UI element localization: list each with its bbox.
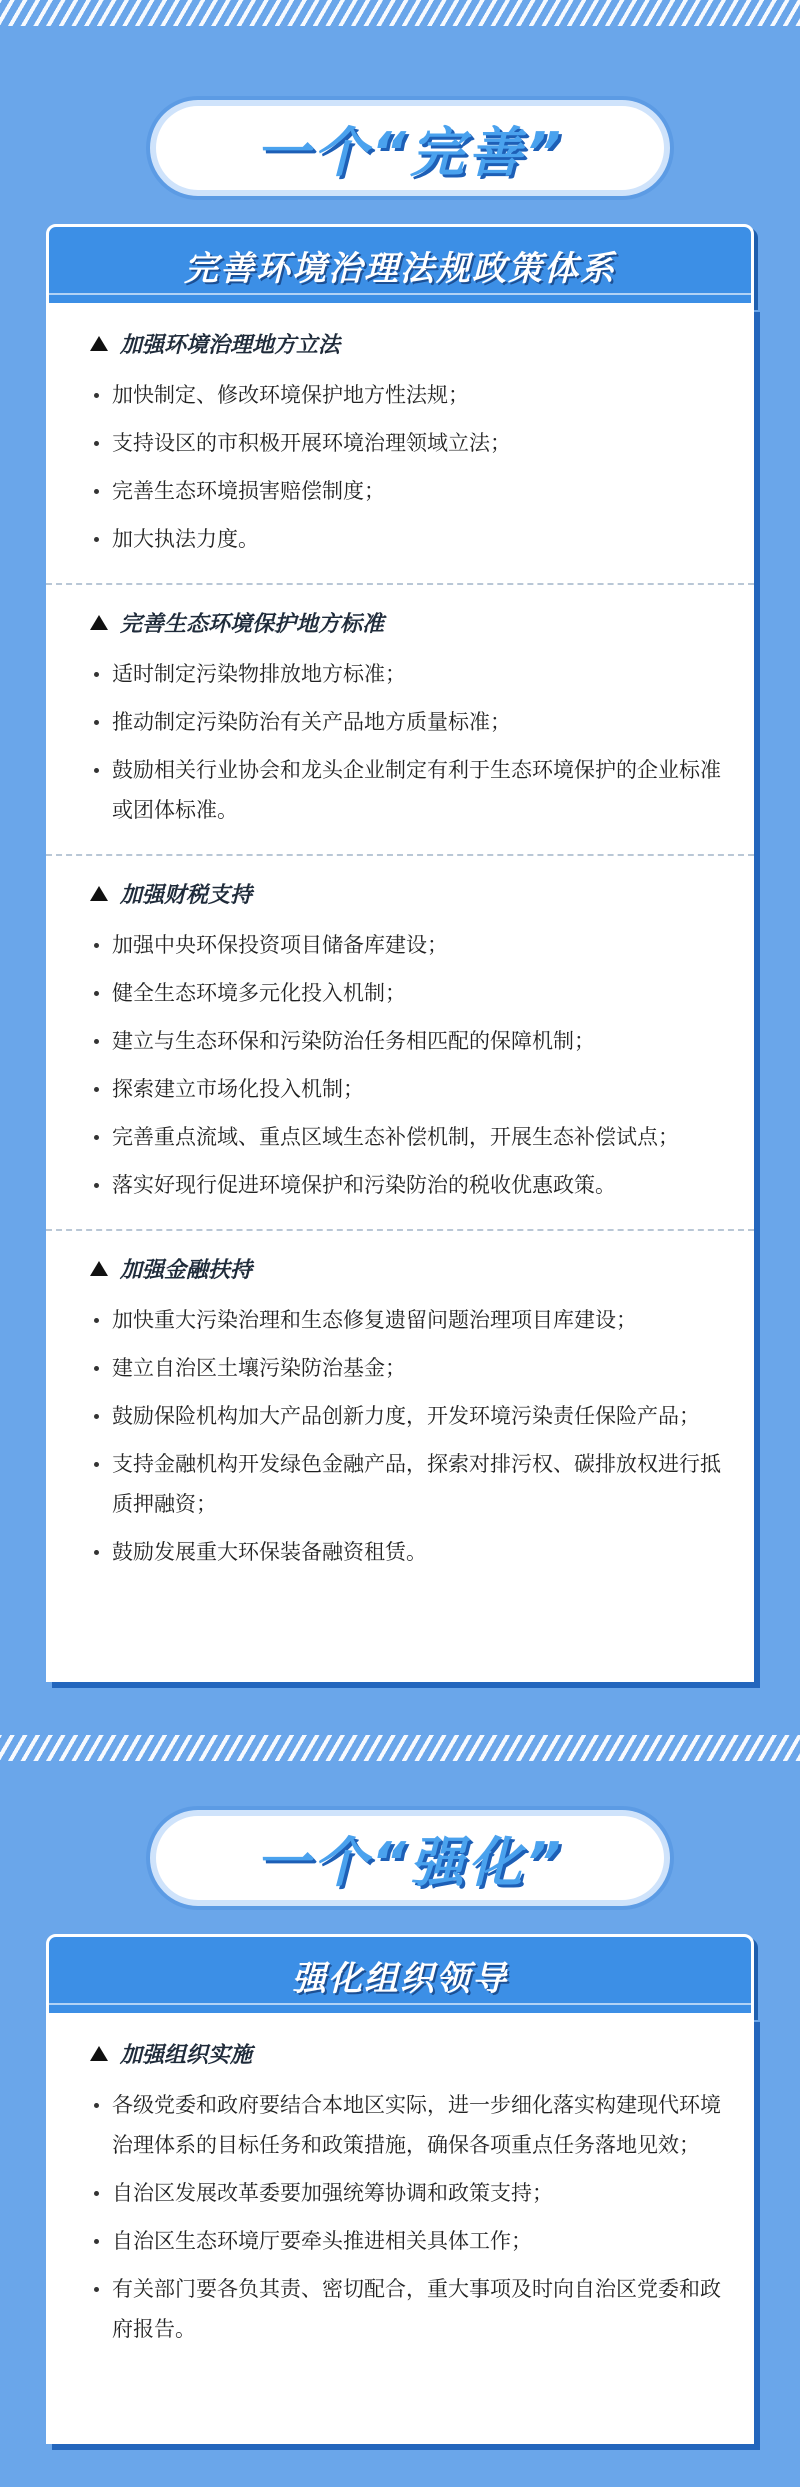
section-banner-regulations xyxy=(46,224,754,306)
heading-pill-text: 一个“强化” xyxy=(255,1830,565,1894)
subsection xyxy=(46,583,754,854)
content-card-regulations xyxy=(46,306,754,1682)
subsection xyxy=(46,306,754,583)
subsection xyxy=(46,854,754,1229)
triangle-icon xyxy=(90,336,108,351)
list-item: 自治区生态环境厅要牵头推进相关具体工作； xyxy=(90,2221,724,2261)
subsection-title-text: 加强组织实施 xyxy=(120,2043,253,2068)
decorative-stripes-top xyxy=(0,0,800,26)
heading-pill-strengthen xyxy=(150,1810,670,1906)
subsection-title-text: 加强金融扶持 xyxy=(120,1258,253,1283)
content-card-leadership xyxy=(46,2016,754,2444)
list-item: 完善重点流域、重点区域生态补偿机制，开展生态补偿试点； xyxy=(90,1117,724,1157)
decorative-stripes-middle xyxy=(0,1735,800,1761)
subsection xyxy=(46,1229,754,1596)
list-item: 自治区发展改革委要加强统筹协调和政策支持； xyxy=(90,2173,724,2213)
list-item: 加快重大污染治理和生态修复遗留问题治理项目库建设； xyxy=(90,1300,724,1340)
triangle-icon xyxy=(90,886,108,901)
subsection-title-text: 加强财税支持 xyxy=(120,883,253,908)
triangle-icon xyxy=(90,1261,108,1276)
subsection-title xyxy=(90,1253,724,1284)
list-item: 加强中央环保投资项目储备库建设； xyxy=(90,925,724,965)
subsection-title-text: 完善生态环境保护地方标准 xyxy=(120,612,385,637)
subsection-title xyxy=(90,2038,724,2069)
list-item: 鼓励保险机构加大产品创新力度，开发环境污染责任保险产品； xyxy=(90,1396,724,1436)
list-item: 落实好现行促进环境保护和污染防治的税收优惠政策。 xyxy=(90,1165,724,1205)
list-item: 鼓励相关行业协会和龙头企业制定有利于生态环境保护的企业标准或团体标准。 xyxy=(90,750,724,830)
subsection-title xyxy=(90,878,724,909)
triangle-icon xyxy=(90,2046,108,2061)
list-item: 加快制定、修改环境保护地方性法规； xyxy=(90,375,724,415)
list-item: 加大执法力度。 xyxy=(90,519,724,559)
banner-title: 完善环境治理法规政策体系 xyxy=(184,248,616,289)
heading-pill-text: 一个“完善” xyxy=(255,120,565,184)
list-item: 鼓励发展重大环保装备融资租赁。 xyxy=(90,1532,724,1572)
section-banner-leadership xyxy=(46,1934,754,2016)
subsection xyxy=(46,2016,754,2373)
triangle-icon xyxy=(90,615,108,630)
list-item: 各级党委和政府要结合本地区实际，进一步细化落实构建现代环境治理体系的目标任务和政策措施，确保各项重点任务落地见效； xyxy=(90,2085,724,2165)
list-item: 适时制定污染物排放地方标准； xyxy=(90,654,724,694)
list-item: 建立自治区土壤污染防治基金； xyxy=(90,1348,724,1388)
subsection-title xyxy=(90,607,724,638)
list-item: 推动制定污染防治有关产品地方质量标准； xyxy=(90,702,724,742)
subsection-title-text: 加强环境治理地方立法 xyxy=(120,333,341,358)
list-item: 建立与生态环保和污染防治任务相匹配的保障机制； xyxy=(90,1021,724,1061)
heading-pill-perfect xyxy=(150,100,670,196)
list-item: 健全生态环境多元化投入机制； xyxy=(90,973,724,1013)
subsection-title xyxy=(90,328,724,359)
list-item: 有关部门要各负其责、密切配合，重大事项及时向自治区党委和政府报告。 xyxy=(90,2269,724,2349)
list-item: 完善生态环境损害赔偿制度； xyxy=(90,471,724,511)
banner-title: 强化组织领导 xyxy=(292,1958,508,1999)
list-item: 支持设区的市积极开展环境治理领域立法； xyxy=(90,423,724,463)
list-item: 探索建立市场化投入机制； xyxy=(90,1069,724,1109)
list-item: 支持金融机构开发绿色金融产品，探索对排污权、碳排放权进行抵质押融资； xyxy=(90,1444,724,1524)
